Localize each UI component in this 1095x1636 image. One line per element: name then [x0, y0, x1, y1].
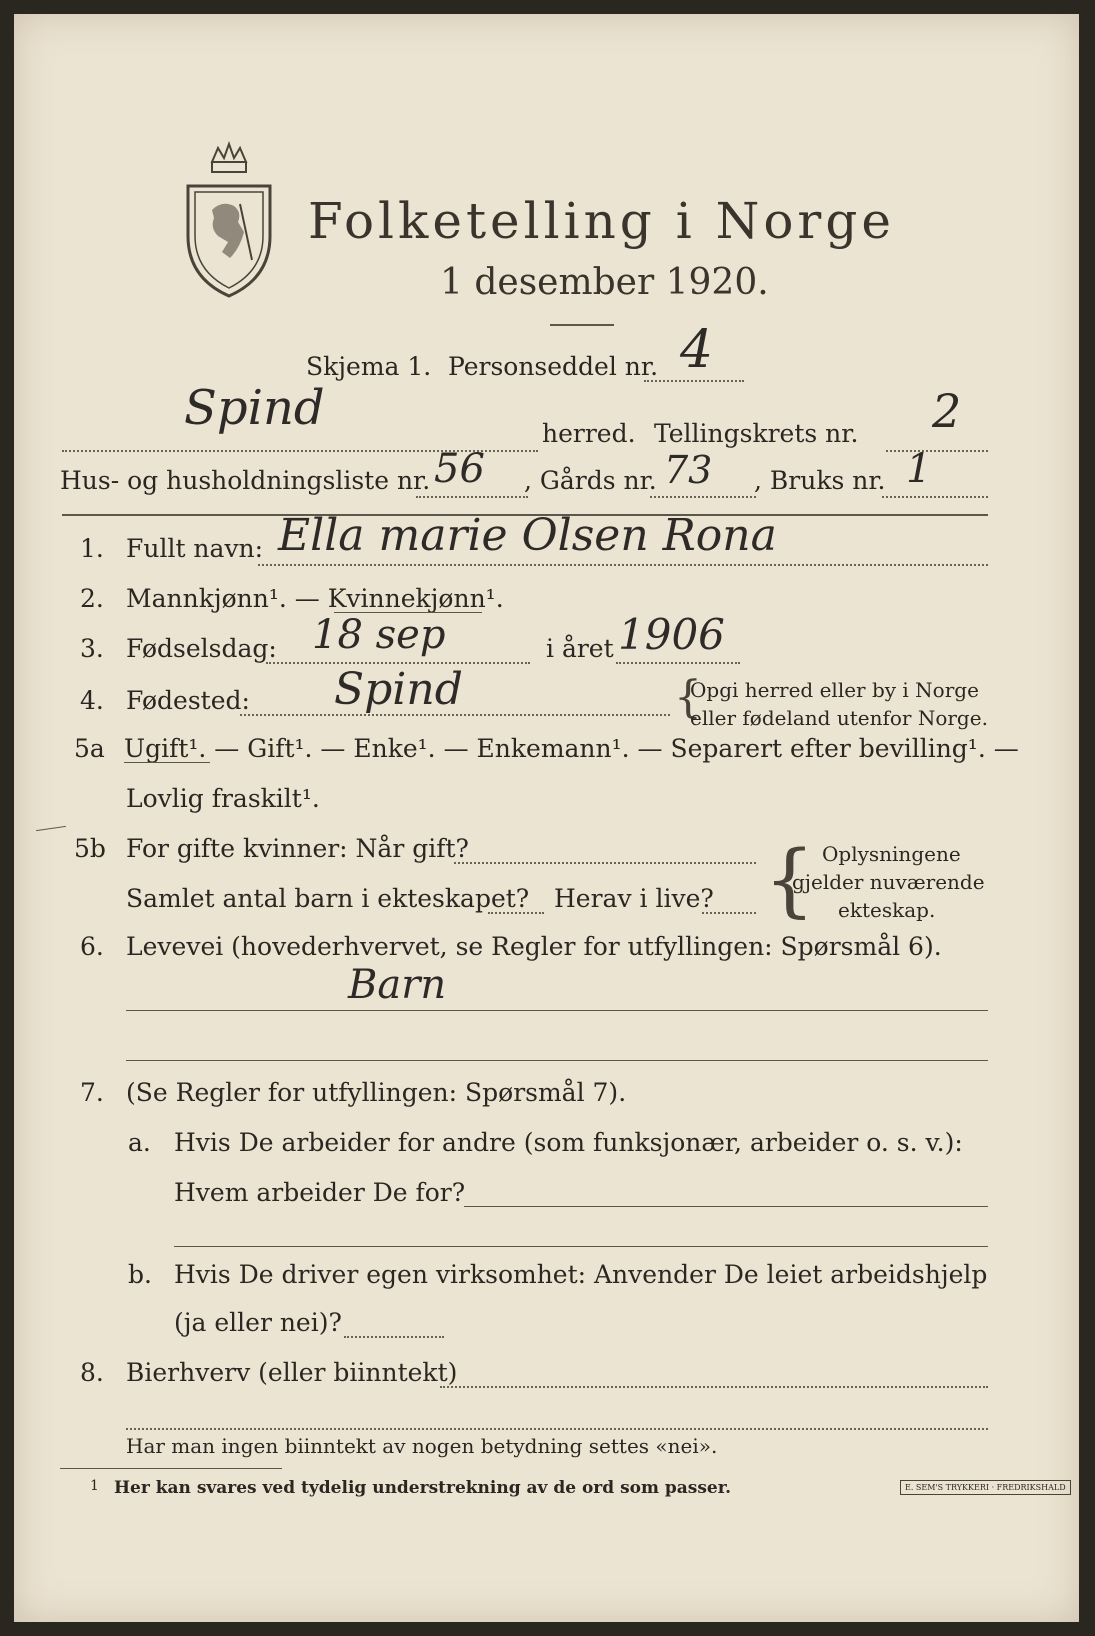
marital-status-options-line2: Lovlig fraskilt¹.: [126, 784, 320, 813]
title-rule: [550, 324, 614, 326]
herred-label: herred.: [542, 419, 636, 448]
q3-number: 3.: [80, 634, 104, 663]
personseddel-value[interactable]: 4: [680, 320, 714, 380]
q4-label: Fødested:: [126, 686, 250, 715]
q1-number: 1.: [80, 534, 104, 563]
q8-note: Har man ingen biinntekt av nogen betydning settes «nei».: [126, 1434, 718, 1458]
personseddel-field-line: [644, 380, 744, 382]
employer-field-line: [464, 1206, 988, 1207]
q8-label: Bierhverv (eller biinntekt): [126, 1358, 458, 1387]
q1-field-line: [258, 564, 988, 566]
q7b-yes-no-label: (ja eller nei)?: [174, 1308, 342, 1337]
birthyear-field-line: [616, 662, 740, 664]
q3-year-label: i året: [546, 634, 614, 663]
q5a-number: 5a: [74, 734, 105, 763]
footnote-mark: 1: [90, 1478, 99, 1494]
q7a-question: Hvis De arbeider for andre (som funksjonær, arbeider o. s. v.):: [174, 1128, 963, 1157]
husholdningsliste-value[interactable]: 56: [434, 446, 485, 492]
bruks-value[interactable]: 1: [906, 446, 932, 492]
tellingskrets-field-line: [886, 450, 988, 452]
q5b-alive-label: Herav i live?: [554, 884, 714, 913]
personseddel-label: Personseddel nr.: [448, 352, 659, 381]
tellingskrets-label: Tellingskrets nr.: [654, 419, 859, 448]
q5b-note-line2: gjelder nuværende: [792, 870, 985, 894]
husholdningsliste-field-line: [416, 496, 528, 498]
ugift-underline: [124, 762, 210, 763]
q7b-label: b.: [128, 1260, 152, 1289]
bruks-label: , Bruks nr.: [754, 466, 886, 495]
q7b-question: Hvis De driver egen virksomhet: Anvender De leiet arbeidshjelp: [174, 1260, 988, 1289]
side-income-field-line: [440, 1386, 988, 1388]
q6-label: Levevei (hovederhvervet, se Regler for utfyllingen: Spørsmål 6).: [126, 932, 942, 961]
gards-field-line: [650, 496, 756, 498]
other-marital-options: — Gift¹. — Enke¹. — Enkemann¹. — Separert efter bevilling¹. —: [206, 734, 1019, 763]
skjema-label: Skjema 1.: [306, 352, 432, 381]
norway-coat-of-arms-icon: [182, 140, 276, 300]
q4-number: 4.: [80, 686, 104, 715]
q2-gender-options: Mannkjønn¹. — Kvinnekjønn¹.: [126, 584, 504, 613]
full-name-value[interactable]: Ella marie Olsen Rona: [278, 510, 777, 561]
q5b-note-line1: Oplysningene: [822, 842, 961, 866]
birthplace-value[interactable]: Spind: [334, 664, 463, 715]
bruks-field-line: [882, 496, 988, 498]
birthyear-value[interactable]: 1906: [618, 610, 725, 659]
husholdningsliste-label: Hus- og husholdningsliste nr.: [60, 466, 431, 495]
occupation-value[interactable]: Barn: [348, 962, 447, 1008]
q5b-number: 5b: [74, 834, 106, 863]
q5b-children-label: Samlet antal barn i ekteskapet?: [126, 884, 530, 913]
gards-value[interactable]: 73: [664, 448, 713, 492]
footnote-text: Her kan svares ved tydelig understrekning av de ord som passer.: [114, 1478, 732, 1498]
employer-field-line-2: [174, 1246, 988, 1247]
herred-value[interactable]: Spind: [184, 380, 325, 436]
q5b-note-line3: ekteskap.: [838, 898, 936, 922]
tellingskrets-value[interactable]: 2: [932, 384, 962, 438]
children-field-line: [488, 912, 544, 914]
when-married-field-line: [454, 862, 756, 864]
q7-label: (Se Regler for utfyllingen: Spørsmål 7).: [126, 1078, 627, 1107]
q6-number: 6.: [80, 932, 104, 961]
alive-field-line: [702, 912, 756, 914]
q7-number: 7.: [80, 1078, 104, 1107]
gards-label: , Gårds nr.: [524, 466, 657, 495]
printer-stamp: E. SEM'S TRYKKERI · FREDRIKSHALD: [900, 1480, 1071, 1495]
census-date: 1 desember 1920.: [440, 262, 769, 303]
occupation-field-line: [126, 1010, 988, 1011]
q3-label: Fødselsdag:: [126, 634, 277, 663]
q1-label: Fullt navn:: [126, 534, 264, 563]
occupation-field-line-2: [126, 1060, 988, 1061]
q4-note-brace: {: [674, 672, 702, 723]
q7a-employer-label: Hvem arbeider De for?: [174, 1178, 466, 1207]
q5b-note-brace: {: [764, 833, 815, 926]
marital-status-options: [124, 734, 1019, 763]
ugift-option: Ugift¹.: [124, 734, 207, 763]
q2-number: 2.: [80, 584, 104, 613]
form-title: Folketelling i Norge: [308, 192, 895, 250]
hired-help-field-line: [344, 1336, 444, 1338]
footnote-rule: [60, 1468, 282, 1469]
q4-note-line1: Opgi herred eller by i Norge: [690, 678, 979, 702]
birthday-value[interactable]: 18 sep: [312, 612, 446, 658]
margin-pen-mark: [36, 826, 66, 831]
q8-number: 8.: [80, 1358, 104, 1387]
side-income-field-line-2: [126, 1428, 988, 1430]
census-form-page: [14, 14, 1079, 1622]
q7a-label: a.: [128, 1128, 151, 1157]
q4-note-line2: eller fødeland utenfor Norge.: [690, 706, 988, 730]
q5b-when-married: For gifte kvinner: Når gift?: [126, 834, 469, 863]
